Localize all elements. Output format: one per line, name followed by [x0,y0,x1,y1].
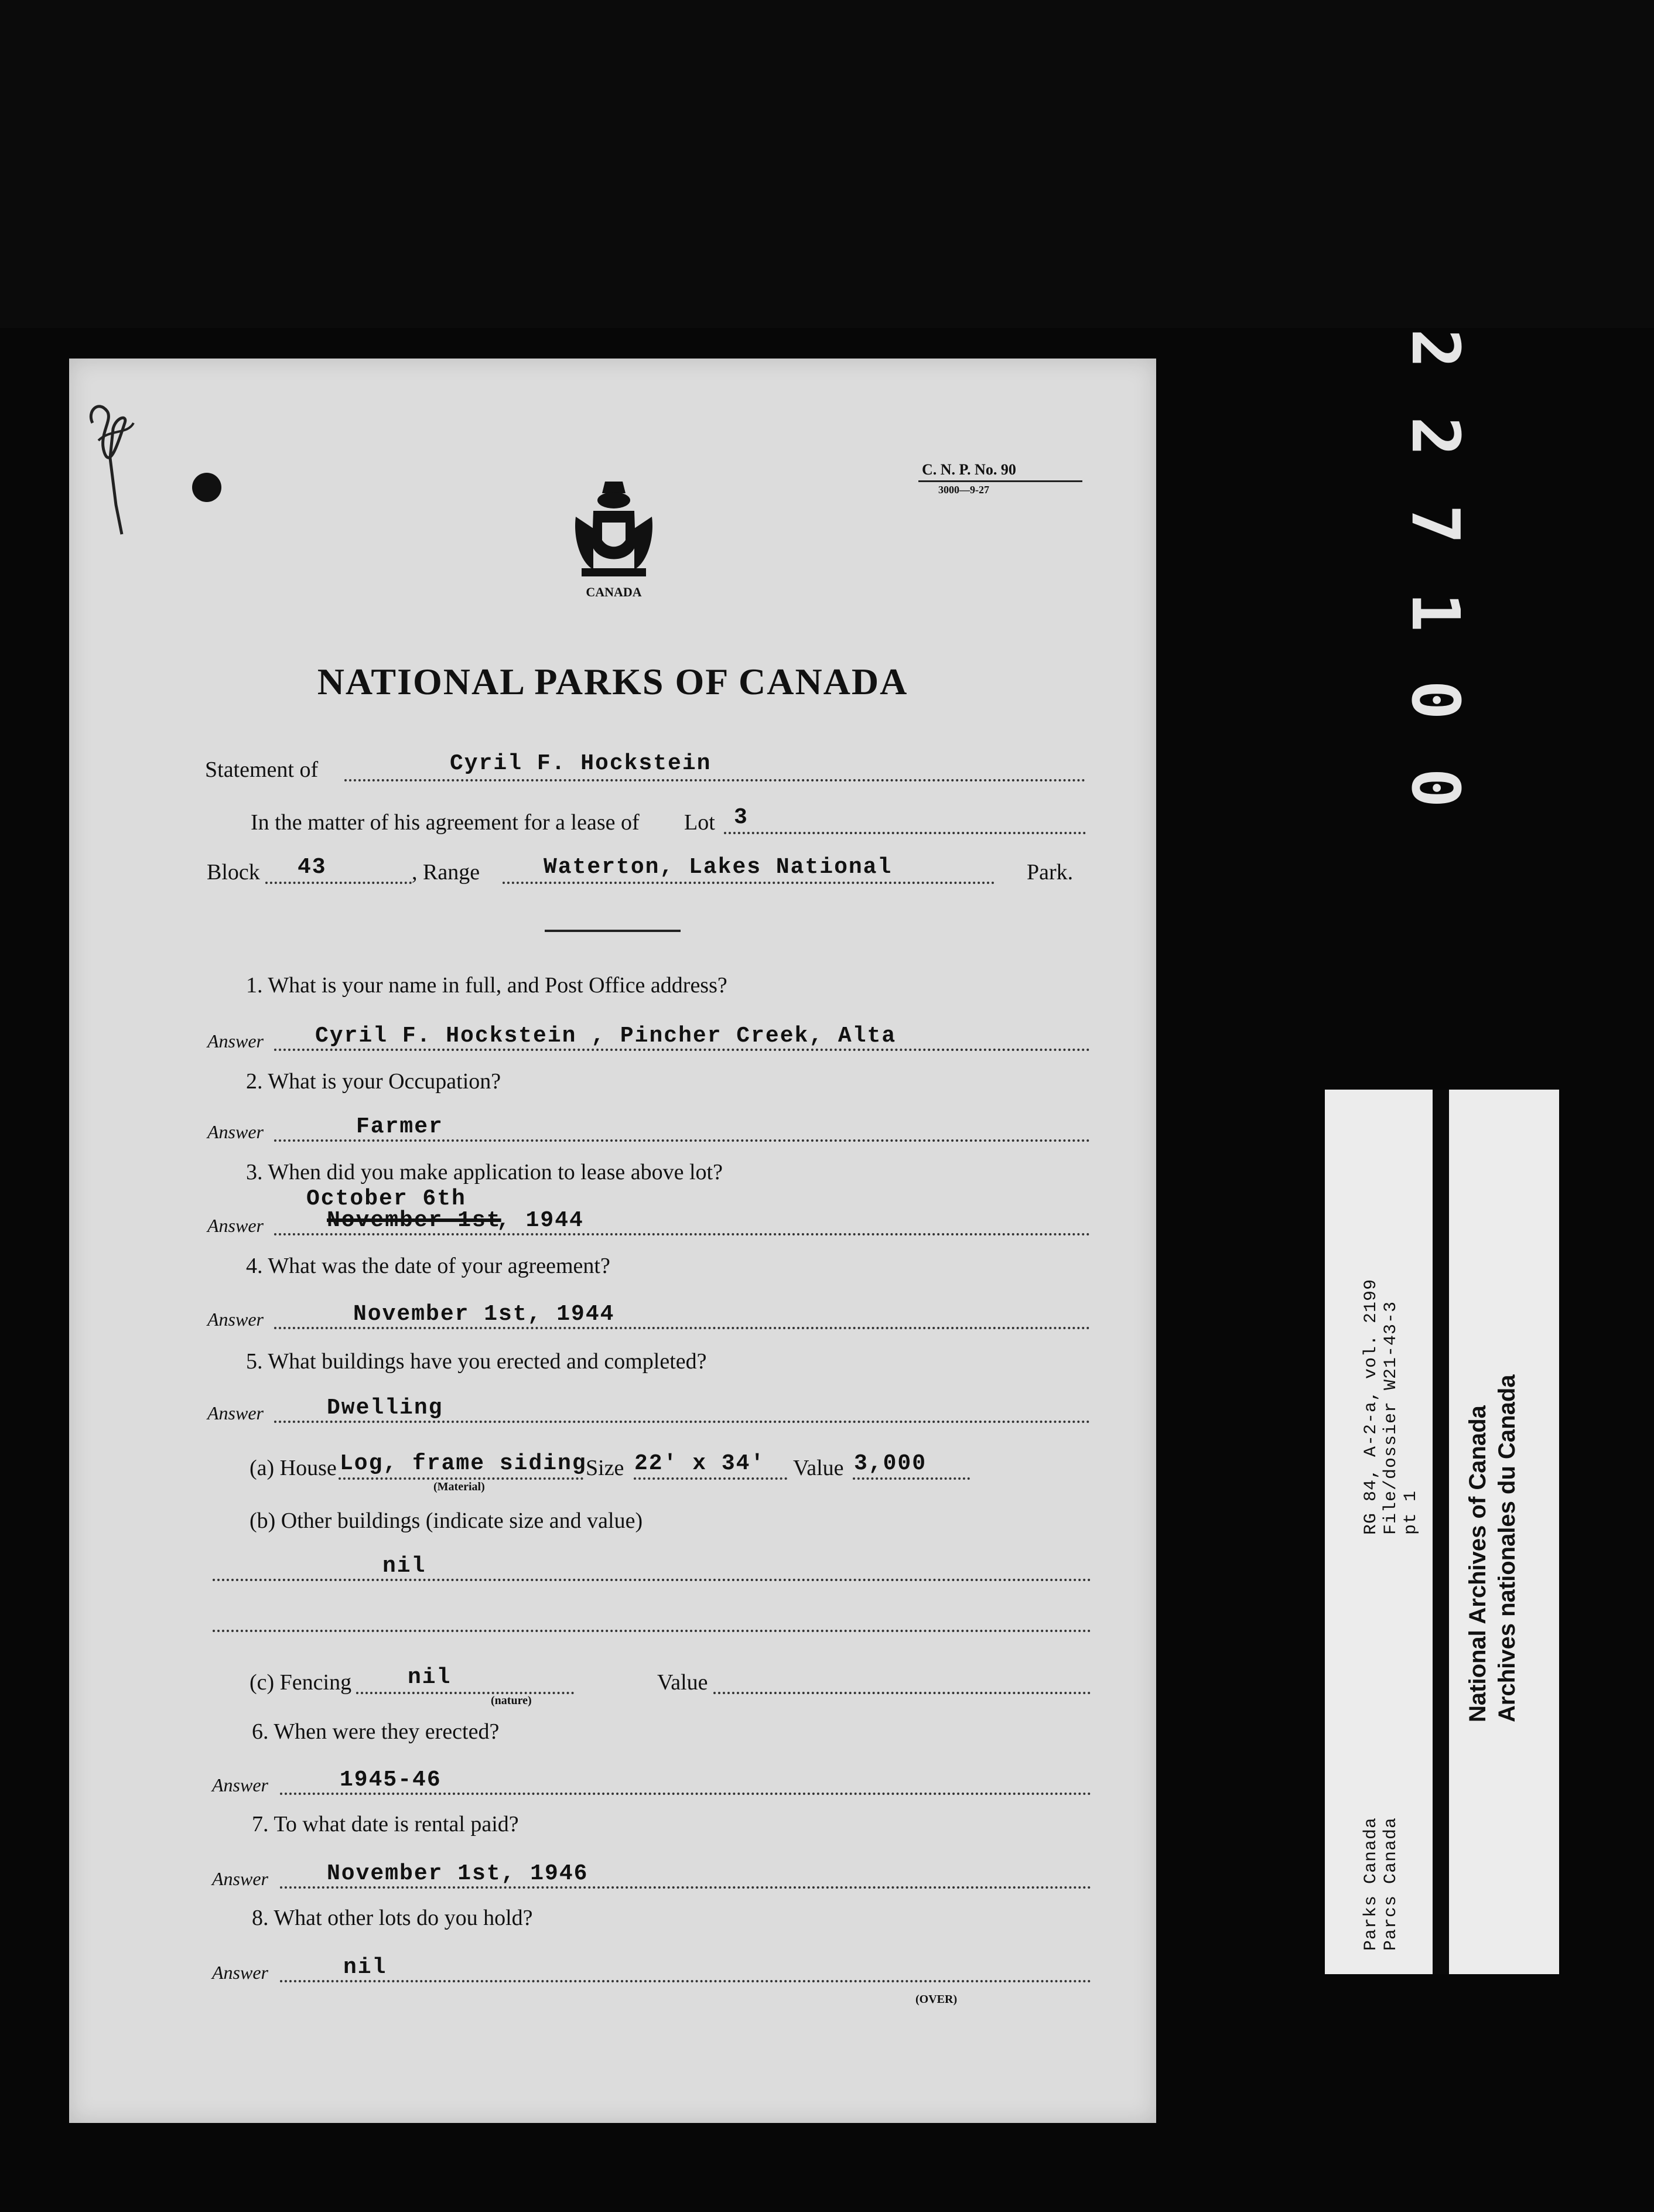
coat-of-arms-icon [570,476,658,581]
film-background [0,0,1654,328]
other-buildings-line-2 [213,1630,1091,1632]
frame-digit: 2 [1397,329,1473,368]
fencing-value-label: Value [657,1670,708,1695]
form-title: NATIONAL PARKS OF CANADA [317,661,908,702]
archives-name-fr: Archives nationales du Canada [1494,1374,1520,1722]
house-material: Log, frame siding [340,1451,587,1476]
question-6: 6. When were they erected? [252,1719,500,1744]
answer-7: November 1st, 1946 [327,1861,589,1886]
frame-digit: 1 [1397,592,1473,632]
department-line: Parks Canada [1361,1817,1381,1951]
answer-2-line [274,1139,1090,1142]
answer-8: nil [343,1955,387,1980]
answer-6-line [280,1793,1091,1795]
fencing-line [356,1692,574,1694]
material-caption: (Material) [433,1480,485,1493]
park-label: Park. [1027,860,1074,885]
question-5: 5. What buildings have you erected and completed? [246,1349,707,1374]
answer-4: November 1st, 1944 [353,1302,615,1327]
question-4: 4. What was the date of your agreement? [246,1254,610,1278]
department-line: Parcs Canada [1381,1817,1401,1951]
value-label: Value [793,1456,844,1480]
answer-1-line [274,1049,1090,1051]
fencing-value: nil [408,1665,452,1690]
archives-name-en: National Archives of Canada [1465,1405,1491,1722]
range-label: , Range [412,860,480,885]
house-material-line [339,1477,583,1480]
size-line [634,1477,787,1480]
lot-line [724,832,1086,834]
answer-7-line [280,1886,1091,1889]
value-line [853,1477,970,1480]
archive-reference [1361,1279,1421,1535]
answer-2: Farmer [356,1114,443,1139]
question-7: 7. To what date is rental paid? [252,1812,519,1836]
range-line [503,882,995,884]
answer-3-correction: October 6th [306,1186,466,1211]
answer-label: Answer [212,1962,268,1983]
section-rule [545,930,681,932]
frame-digit: 7 [1397,504,1473,544]
block-value: 43 [298,855,327,880]
answer-5: Dwelling [327,1395,443,1421]
frame-number [1382,305,1488,920]
form-document [69,359,1156,2123]
answer-8-line [280,1980,1091,1982]
fencing-label: (c) Fencing [250,1670,352,1695]
answer-3-struck: November 1st [327,1208,501,1233]
answer-label: Answer [207,1030,264,1052]
statement-line [344,779,1085,781]
size-label: Size [586,1456,624,1480]
answer-3-line [274,1233,1090,1235]
answer-1: Cyril F. Hockstein , Pincher Creek, Alta [315,1023,897,1049]
answer-label: Answer [207,1402,264,1424]
archive-label [1325,1090,1559,1974]
frame-digit: 2 [1397,417,1473,456]
lot-label: Lot [684,810,715,835]
answer-label: Answer [207,1309,264,1330]
answer-label: Answer [207,1215,264,1236]
house-label: (a) House [250,1456,337,1480]
answer-6: 1945-46 [340,1767,442,1793]
department-label [1361,1817,1401,1951]
other-buildings-value: nil [382,1554,426,1579]
frame-digit: 0 [1397,768,1473,808]
answer-label: Answer [212,1774,268,1795]
archives-name [1463,1374,1522,1722]
print-code: 3000—9-27 [938,484,989,496]
over-note: (OVER) [915,1993,958,2006]
matter-label: In the matter of his agreement for a lease of [251,810,640,835]
block-label: Block [207,860,260,885]
other-buildings-line [213,1579,1091,1581]
house-size: 22' x 34' [634,1451,766,1476]
label-divider [1433,1090,1449,1974]
question-2: 2. What is your Occupation? [246,1069,501,1094]
answer-4-line [274,1327,1090,1329]
fencing-value-line [713,1692,1091,1694]
question-8: 8. What other lots do you hold? [252,1906,533,1930]
form-number-rule [918,480,1082,482]
question-3: 3. When did you make application to lease above lot? [246,1160,723,1184]
house-value: 3,000 [854,1451,927,1476]
form-number: C. N. P. No. 90 [922,461,1016,478]
statement-value: Cyril F. Hockstein [450,751,712,776]
range-value: Waterton, Lakes National [544,855,893,880]
answer-5-line [274,1421,1090,1423]
nature-caption: (nature) [491,1694,532,1707]
reference-line: RG 84, A-2-a, vol. 2199 [1361,1278,1381,1535]
handwritten-initials [75,388,145,540]
statement-label: Statement of [205,757,319,782]
reference-line: pt 1 [1401,1490,1421,1535]
frame-digit: 0 [1397,680,1473,720]
punch-hole [192,473,221,502]
reference-line: File/dossier W21-43-3 [1381,1300,1401,1535]
other-buildings-label: (b) Other buildings (indicate size and value) [250,1508,643,1533]
block-line [265,882,412,884]
answer-3-year: , 1944 [497,1208,584,1233]
crest-caption: CANADA [586,585,642,599]
answer-label: Answer [212,1868,268,1889]
question-1: 1. What is your name in full, and Post Office address? [246,973,727,998]
lot-value: 3 [734,805,749,830]
answer-label: Answer [207,1121,264,1142]
